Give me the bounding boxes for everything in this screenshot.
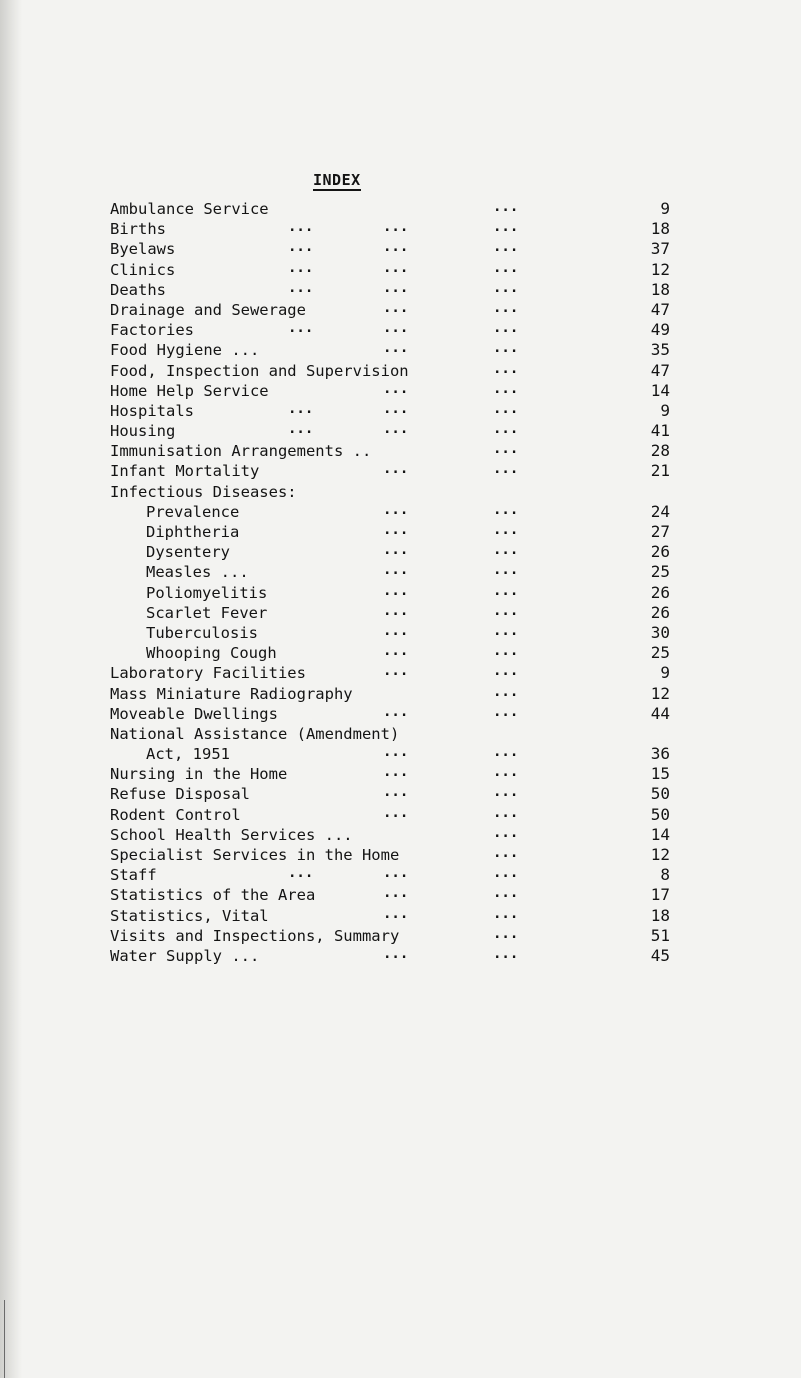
index-entry <box>110 825 670 845</box>
index-entry-page: 24 <box>650 501 670 521</box>
index-entry <box>110 461 670 481</box>
index-entry-page: 27 <box>650 522 670 541</box>
leader-dots: ... <box>383 259 409 276</box>
index-entry-label: Moveable Dwellings <box>110 704 278 723</box>
index-entry-label: Immunisation Arrangements .. <box>110 442 372 461</box>
index-entry-label: Measles ... <box>146 563 249 582</box>
index-entry-label: Rodent Control <box>110 805 241 824</box>
index-entry <box>110 784 670 804</box>
index-entry-page: 9 <box>660 663 670 683</box>
index-entry <box>110 421 670 441</box>
index-entry <box>110 583 670 603</box>
index-entry-page: 14 <box>650 824 670 844</box>
index-list <box>110 199 670 966</box>
leader-dots: ... <box>493 703 519 720</box>
leader-dots: ... <box>383 299 409 316</box>
index-entry-label: Factories <box>110 321 194 340</box>
index-entry-page: 21 <box>650 461 670 481</box>
index-entry-page: 51 <box>650 925 670 945</box>
index-entry-label: Statistics of the Area <box>110 886 316 905</box>
leader-dots: ... <box>383 703 409 720</box>
leader-dots: ... <box>493 501 519 518</box>
leader-dots: ... <box>383 643 409 660</box>
leader-dots: ... <box>493 400 519 417</box>
leader-dots: ... <box>383 542 409 559</box>
index-entry-label: Poliomyelitis <box>146 583 268 602</box>
index-entry-label: Infant Mortality <box>110 462 260 481</box>
index-entry-page: 18 <box>650 279 670 299</box>
leader-dots: ... <box>493 340 519 357</box>
index-entry <box>110 704 670 724</box>
index-entry <box>110 643 670 663</box>
index-entry-page: 9 <box>660 199 670 218</box>
index-entry-label: Food Hygiene ... <box>110 341 260 360</box>
index-entry-label: Clinics <box>110 260 176 279</box>
leader-dots: ... <box>383 663 409 680</box>
index-entry-label: Statistics, Vital <box>110 906 269 925</box>
index-entry-page: 45 <box>650 945 670 965</box>
leader-dots: ... <box>383 602 409 619</box>
leader-dots: ... <box>493 279 519 296</box>
leader-dots: ... <box>493 421 519 438</box>
index-entry-page: 9 <box>660 400 670 420</box>
leader-dots: ... <box>383 744 409 761</box>
index-entry <box>110 300 670 320</box>
leader-dots: ... <box>493 199 519 215</box>
index-entry-page: 30 <box>650 622 670 642</box>
index-entry <box>110 280 670 300</box>
leader-dots: ... <box>493 683 519 700</box>
index-entry-page: 44 <box>650 703 670 723</box>
index-entry <box>110 603 670 623</box>
leader-dots: ... <box>383 239 409 256</box>
index-entry-page: 41 <box>650 421 670 441</box>
index-entry-label: Tuberculosis <box>146 623 258 642</box>
leader-dots: ... <box>493 380 519 397</box>
index-entry-label: Specialist Services in the Home <box>110 846 400 864</box>
leader-dots: ... <box>383 501 409 518</box>
leader-dots: ... <box>288 400 314 417</box>
index-entry-page: 26 <box>650 602 670 622</box>
leader-dots: ... <box>493 804 519 821</box>
leader-dots: ... <box>493 360 519 377</box>
index-entry-label: Home Help Service <box>110 381 269 400</box>
leader-dots: ... <box>383 421 409 438</box>
leader-dots: ... <box>288 219 314 236</box>
leader-dots: ... <box>383 400 409 417</box>
leader-dots: ... <box>288 239 314 256</box>
index-entry-label: Act, 1951 <box>146 745 230 764</box>
index-entry-label: Drainage and Sewerage <box>110 300 306 319</box>
index-entry-page: 15 <box>650 764 670 784</box>
leader-dots: ... <box>493 461 519 478</box>
index-entry-page: 17 <box>650 885 670 905</box>
index-entry <box>110 401 670 421</box>
leader-dots: ... <box>493 784 519 801</box>
index-entry <box>110 805 670 825</box>
index-entry <box>110 764 670 784</box>
page-title: INDEX <box>313 171 361 189</box>
index-entry-label: National Assistance (Amendment) <box>110 724 400 743</box>
index-entry-page: 18 <box>650 905 670 925</box>
leader-dots: ... <box>383 804 409 821</box>
index-entry-page: 47 <box>650 299 670 319</box>
leader-dots: ... <box>493 320 519 337</box>
leader-dots: ... <box>493 845 519 861</box>
leader-dots: ... <box>383 865 409 882</box>
leader-dots: ... <box>493 522 519 538</box>
index-entry <box>110 482 670 502</box>
index-entry <box>110 946 670 966</box>
leader-dots: ... <box>493 239 519 256</box>
index-entry <box>110 502 670 522</box>
leader-dots: ... <box>493 744 519 761</box>
leader-dots: ... <box>383 562 409 579</box>
leader-dots: ... <box>493 259 519 276</box>
leader-dots: ... <box>493 299 519 316</box>
index-entry <box>110 744 670 764</box>
index-entry-label: Whooping Cough <box>146 644 277 663</box>
leader-dots: ... <box>288 320 314 337</box>
index-entry <box>110 522 670 542</box>
leader-dots: ... <box>383 279 409 296</box>
index-entry-label: Laboratory Facilities <box>110 664 306 683</box>
index-entry-label: Prevalence <box>146 502 240 521</box>
index-entry-label: Births <box>110 220 166 239</box>
index-entry-page: 26 <box>650 542 670 562</box>
leader-dots: ... <box>383 522 409 538</box>
leader-dots: ... <box>493 764 519 781</box>
index-entry-page: 47 <box>650 360 670 380</box>
index-entry <box>110 239 670 259</box>
binding-line <box>4 1300 5 1378</box>
index-entry <box>110 340 670 360</box>
index-entry-page: 12 <box>650 845 670 864</box>
index-entry-page: 8 <box>660 865 670 885</box>
leader-dots: ... <box>288 421 314 438</box>
leader-dots: ... <box>383 320 409 337</box>
leader-dots: ... <box>383 945 409 962</box>
index-entry-label: Ambulance Service <box>110 200 269 218</box>
leader-dots: ... <box>383 764 409 781</box>
index-entry-page: 25 <box>650 643 670 663</box>
index-entry <box>110 542 670 562</box>
index-entry <box>110 219 670 239</box>
leader-dots: ... <box>493 663 519 680</box>
index-entry-label: Deaths <box>110 280 166 299</box>
leader-dots: ... <box>288 865 314 882</box>
index-entry-page: 12 <box>650 259 670 279</box>
index-entry-label: Dysentery <box>146 543 230 562</box>
index-entry-page: 50 <box>650 784 670 804</box>
index-entry-page: 18 <box>650 219 670 239</box>
leader-dots: ... <box>383 461 409 478</box>
index-entry-label: Housing <box>110 422 176 441</box>
index-entry-label: Hospitals <box>110 401 194 420</box>
index-entry <box>110 885 670 905</box>
leader-dots: ... <box>493 622 519 639</box>
leader-dots: ... <box>383 219 409 236</box>
index-entry <box>110 663 670 683</box>
index-entry <box>110 724 670 744</box>
leader-dots: ... <box>288 279 314 296</box>
page-edge-shadow <box>0 0 22 1378</box>
leader-dots: ... <box>493 441 519 458</box>
leader-dots: ... <box>383 582 409 599</box>
leader-dots: ... <box>493 905 519 922</box>
index-entry <box>110 381 670 401</box>
index-entry-label: Mass Miniature Radiography <box>110 684 353 703</box>
index-entry-page: 35 <box>650 340 670 360</box>
index-entry <box>110 562 670 582</box>
leader-dots: ... <box>383 784 409 801</box>
leader-dots: ... <box>493 582 519 599</box>
leader-dots: ... <box>493 885 519 902</box>
index-entry <box>110 845 670 865</box>
index-entry <box>110 684 670 704</box>
index-entry <box>110 320 670 340</box>
index-entry-label: Visits and Inspections, Summary <box>110 926 400 945</box>
index-entry-page: 36 <box>650 744 670 764</box>
leader-dots: ... <box>493 602 519 619</box>
index-entry-page: 28 <box>650 441 670 461</box>
leader-dots: ... <box>493 945 519 962</box>
leader-dots: ... <box>383 905 409 922</box>
index-entry <box>110 906 670 926</box>
leader-dots: ... <box>493 925 519 942</box>
leader-dots: ... <box>383 885 409 902</box>
index-entry-page: 12 <box>650 683 670 703</box>
index-entry-page: 25 <box>650 562 670 582</box>
index-entry <box>110 260 670 280</box>
index-entry-label: Food, Inspection and Supervision <box>110 361 409 380</box>
index-entry-label: Scarlet Fever <box>146 603 268 622</box>
index-entry-label: Infectious Diseases: <box>110 482 297 501</box>
index-entry-label: Refuse Disposal <box>110 785 250 804</box>
index-entry <box>110 361 670 381</box>
index-entry <box>110 441 670 461</box>
leader-dots: ... <box>383 340 409 357</box>
leader-dots: ... <box>493 824 519 841</box>
leader-dots: ... <box>493 219 519 236</box>
index-entry-label: Nursing in the Home <box>110 765 288 784</box>
leader-dots: ... <box>493 562 519 579</box>
index-entry <box>110 623 670 643</box>
index-entry <box>110 865 670 885</box>
index-entry <box>110 199 670 219</box>
leader-dots: ... <box>383 380 409 397</box>
leader-dots: ... <box>493 643 519 660</box>
leader-dots: ... <box>288 259 314 276</box>
index-entry-page: 50 <box>650 804 670 824</box>
leader-dots: ... <box>493 542 519 559</box>
leader-dots: ... <box>383 622 409 639</box>
index-entry-label: Diphtheria <box>146 523 240 541</box>
index-entry-label: School Health Services ... <box>110 825 353 844</box>
leader-dots: ... <box>493 865 519 882</box>
index-entry-label: Staff <box>110 866 157 885</box>
index-entry-page: 37 <box>650 239 670 259</box>
index-entry-page: 26 <box>650 582 670 602</box>
index-entry-label: Byelaws <box>110 240 176 259</box>
index-entry-page: 49 <box>650 320 670 340</box>
index-entry-page: 14 <box>650 380 670 400</box>
index-entry <box>110 926 670 946</box>
index-entry-label: Water Supply ... <box>110 946 260 965</box>
